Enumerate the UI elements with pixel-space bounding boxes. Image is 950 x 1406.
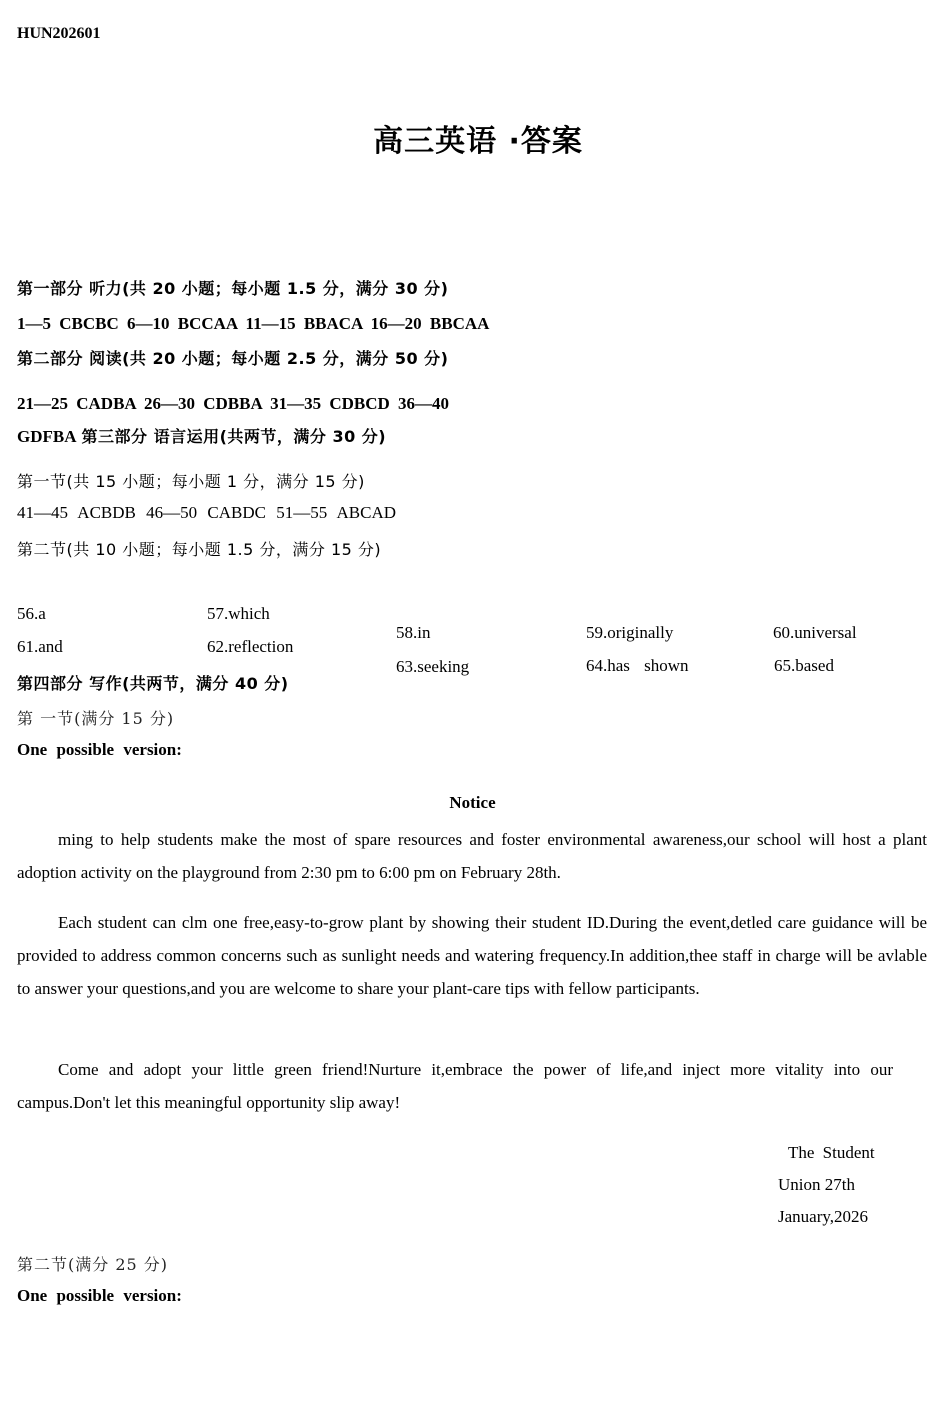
page-title: 高三英语 ·答案 <box>373 124 583 159</box>
part1-answers: 1—5 CBCBC 6—10 BCCAA 11—15 BBACA 16—20 BBCAA <box>17 314 490 333</box>
essay-title: Notice <box>449 793 496 812</box>
part4-section2-version-label: One possible version: <box>17 1286 182 1305</box>
essay-paragraph-1: ming to help students make the most of spare resources and foster environmental awareness,our school will host a plant adoption activity on the playground from 2:30 pm to 6:00 pm on February 28th. <box>17 830 927 882</box>
signature-line-2: Union 27th <box>778 1175 855 1194</box>
answer-56: 56.a <box>17 604 46 623</box>
part1-heading: 第一部分 听力(共 20 小题；每小题 1.5 分，满分 30 分) <box>17 279 449 298</box>
part3-section1-answers: 41—45 ACBDB 46—50 CABDC 51—55 ABCAD <box>17 503 397 522</box>
part2-answers: 21—25 CADBA 26—30 CDBBA 31—35 CDBCD 36—40 <box>17 394 450 413</box>
part4-section1-heading: 第 一节(满分 15 分) <box>17 709 175 728</box>
part2-heading: 第二部分 阅读(共 20 小题；每小题 2.5 分，满分 50 分) <box>17 349 449 368</box>
part3-section1-heading: 第一节(共 15 小题；每小题 1 分，满分 15 分) <box>17 472 365 491</box>
answer-65: 65.based <box>774 656 834 675</box>
answer-62: 62.reflection <box>207 637 294 656</box>
part4-heading: 第四部分 写作(共两节，满分 40 分) <box>17 674 289 693</box>
answer-60: 60.universal <box>773 623 857 642</box>
answer-64: 64.has shown <box>586 656 689 675</box>
part3-heading: 第三部分 语言运用(共两节，满分 30 分) <box>81 427 387 446</box>
part2-answers-continued-line <box>17 424 386 447</box>
signature-line-1: The Student <box>788 1143 875 1162</box>
part2-answers-cont: GDFBA <box>17 427 77 446</box>
signature-line-3: January,2026 <box>778 1207 869 1226</box>
part3-section2-heading: 第二节(共 10 小题；每小题 1.5 分，满分 15 分) <box>17 540 382 559</box>
essay-paragraph-2: Each student can clm one free,easy-to-grow plant by showing their student ID.During the event,detled care guidance will be provided to address common concerns such as sunlight needs and watering frequency.In addition,thee staff in charge will be avlable to answer your questions,and you are welcome to share your plant-care tips with fellow participants. <box>17 913 927 998</box>
answer-59: 59.originally <box>586 623 674 642</box>
answer-63: 63.seeking <box>396 657 470 676</box>
part4-section2-heading: 第二节(满分 25 分) <box>17 1255 169 1274</box>
part4-section1-version-label: One possible version: <box>17 740 182 759</box>
answer-58: 58.in <box>396 623 431 642</box>
answer-61: 61.and <box>17 637 63 656</box>
document-code: HUN202601 <box>17 25 101 42</box>
essay-paragraph-3: Come and adopt your little green friend!Nurture it,embrace the power of life,and inject more vitality into our campus.Don't let this meaningful opportunity slip away! <box>17 1060 893 1112</box>
answer-57: 57.which <box>207 604 270 623</box>
